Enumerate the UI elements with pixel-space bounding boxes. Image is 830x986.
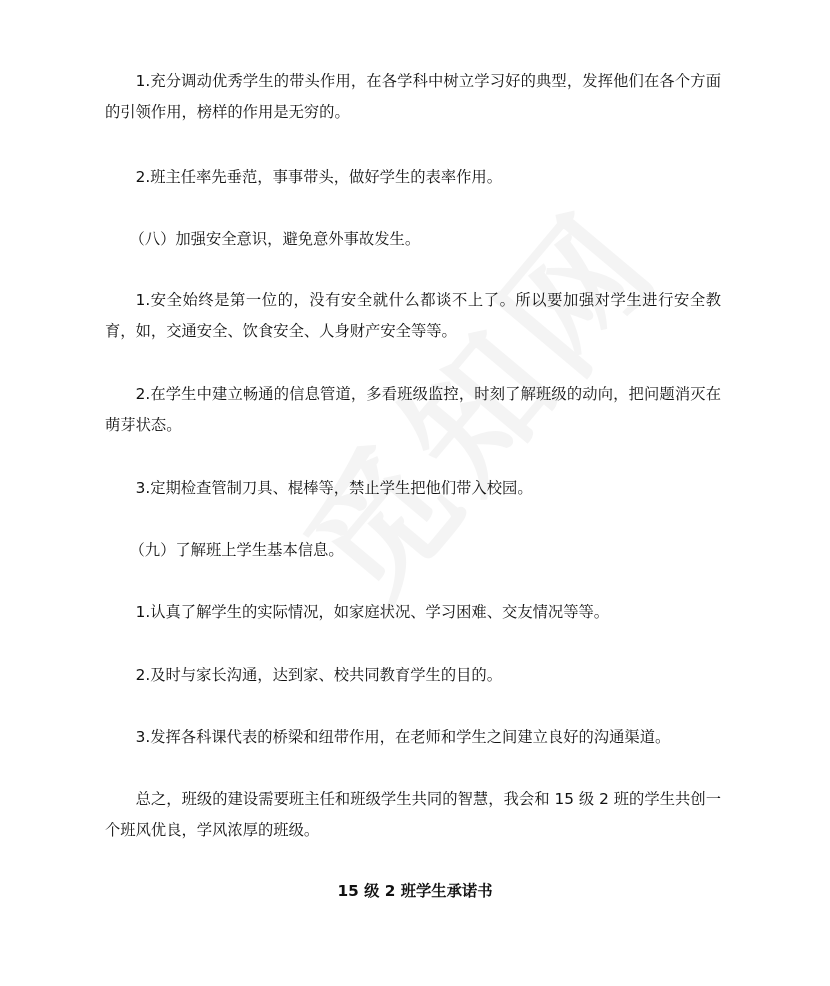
paragraph: 3.发挥各科课代表的桥梁和纽带作用，在老师和学生之间建立良好的沟通渠道。: [135, 728, 671, 746]
paragraph: 2.班主任率先垂范，事事带头，做好学生的表率作用。: [135, 168, 503, 186]
section-title: 15 级 2 班学生承诺书: [337, 882, 493, 900]
paragraph: 1.充分调动优秀学生的带头作用，在各学科中树立学习好的典型，发挥他们在各个方面的引领作用，榜样的作用是无穷的。: [105, 72, 721, 121]
paragraph: 总之，班级的建设需要班主任和班级学生共同的智慧，我会和 15 级 2 班的学生共创一个班风优良，学风浓厚的班级。: [105, 790, 721, 839]
section-heading: （八）加强安全意识，避免意外事故发生。: [129, 230, 421, 248]
section-heading: （九）了解班上学生基本信息。: [129, 541, 344, 559]
paragraph: 2.及时与家长沟通，达到家、校共同教育学生的目的。: [135, 666, 503, 684]
paragraph: 1.认真了解学生的实际情况，如家庭状况、学习困难、交友情况等等。: [135, 603, 610, 621]
paragraph: 2.在学生中建立畅通的信息管道，多看班级监控，时刻了解班级的动向，把问题消灭在萌芽状态。: [105, 385, 721, 434]
paragraph: 1.安全始终是第一位的，没有安全就什么都谈不上了。所以要加强对学生进行安全教育，如，交通安全、饮食安全、人身财产安全等等。: [105, 291, 721, 340]
paragraph: 3.定期检查管制刀具、棍棒等，禁止学生把他们带入校园。: [135, 479, 533, 497]
